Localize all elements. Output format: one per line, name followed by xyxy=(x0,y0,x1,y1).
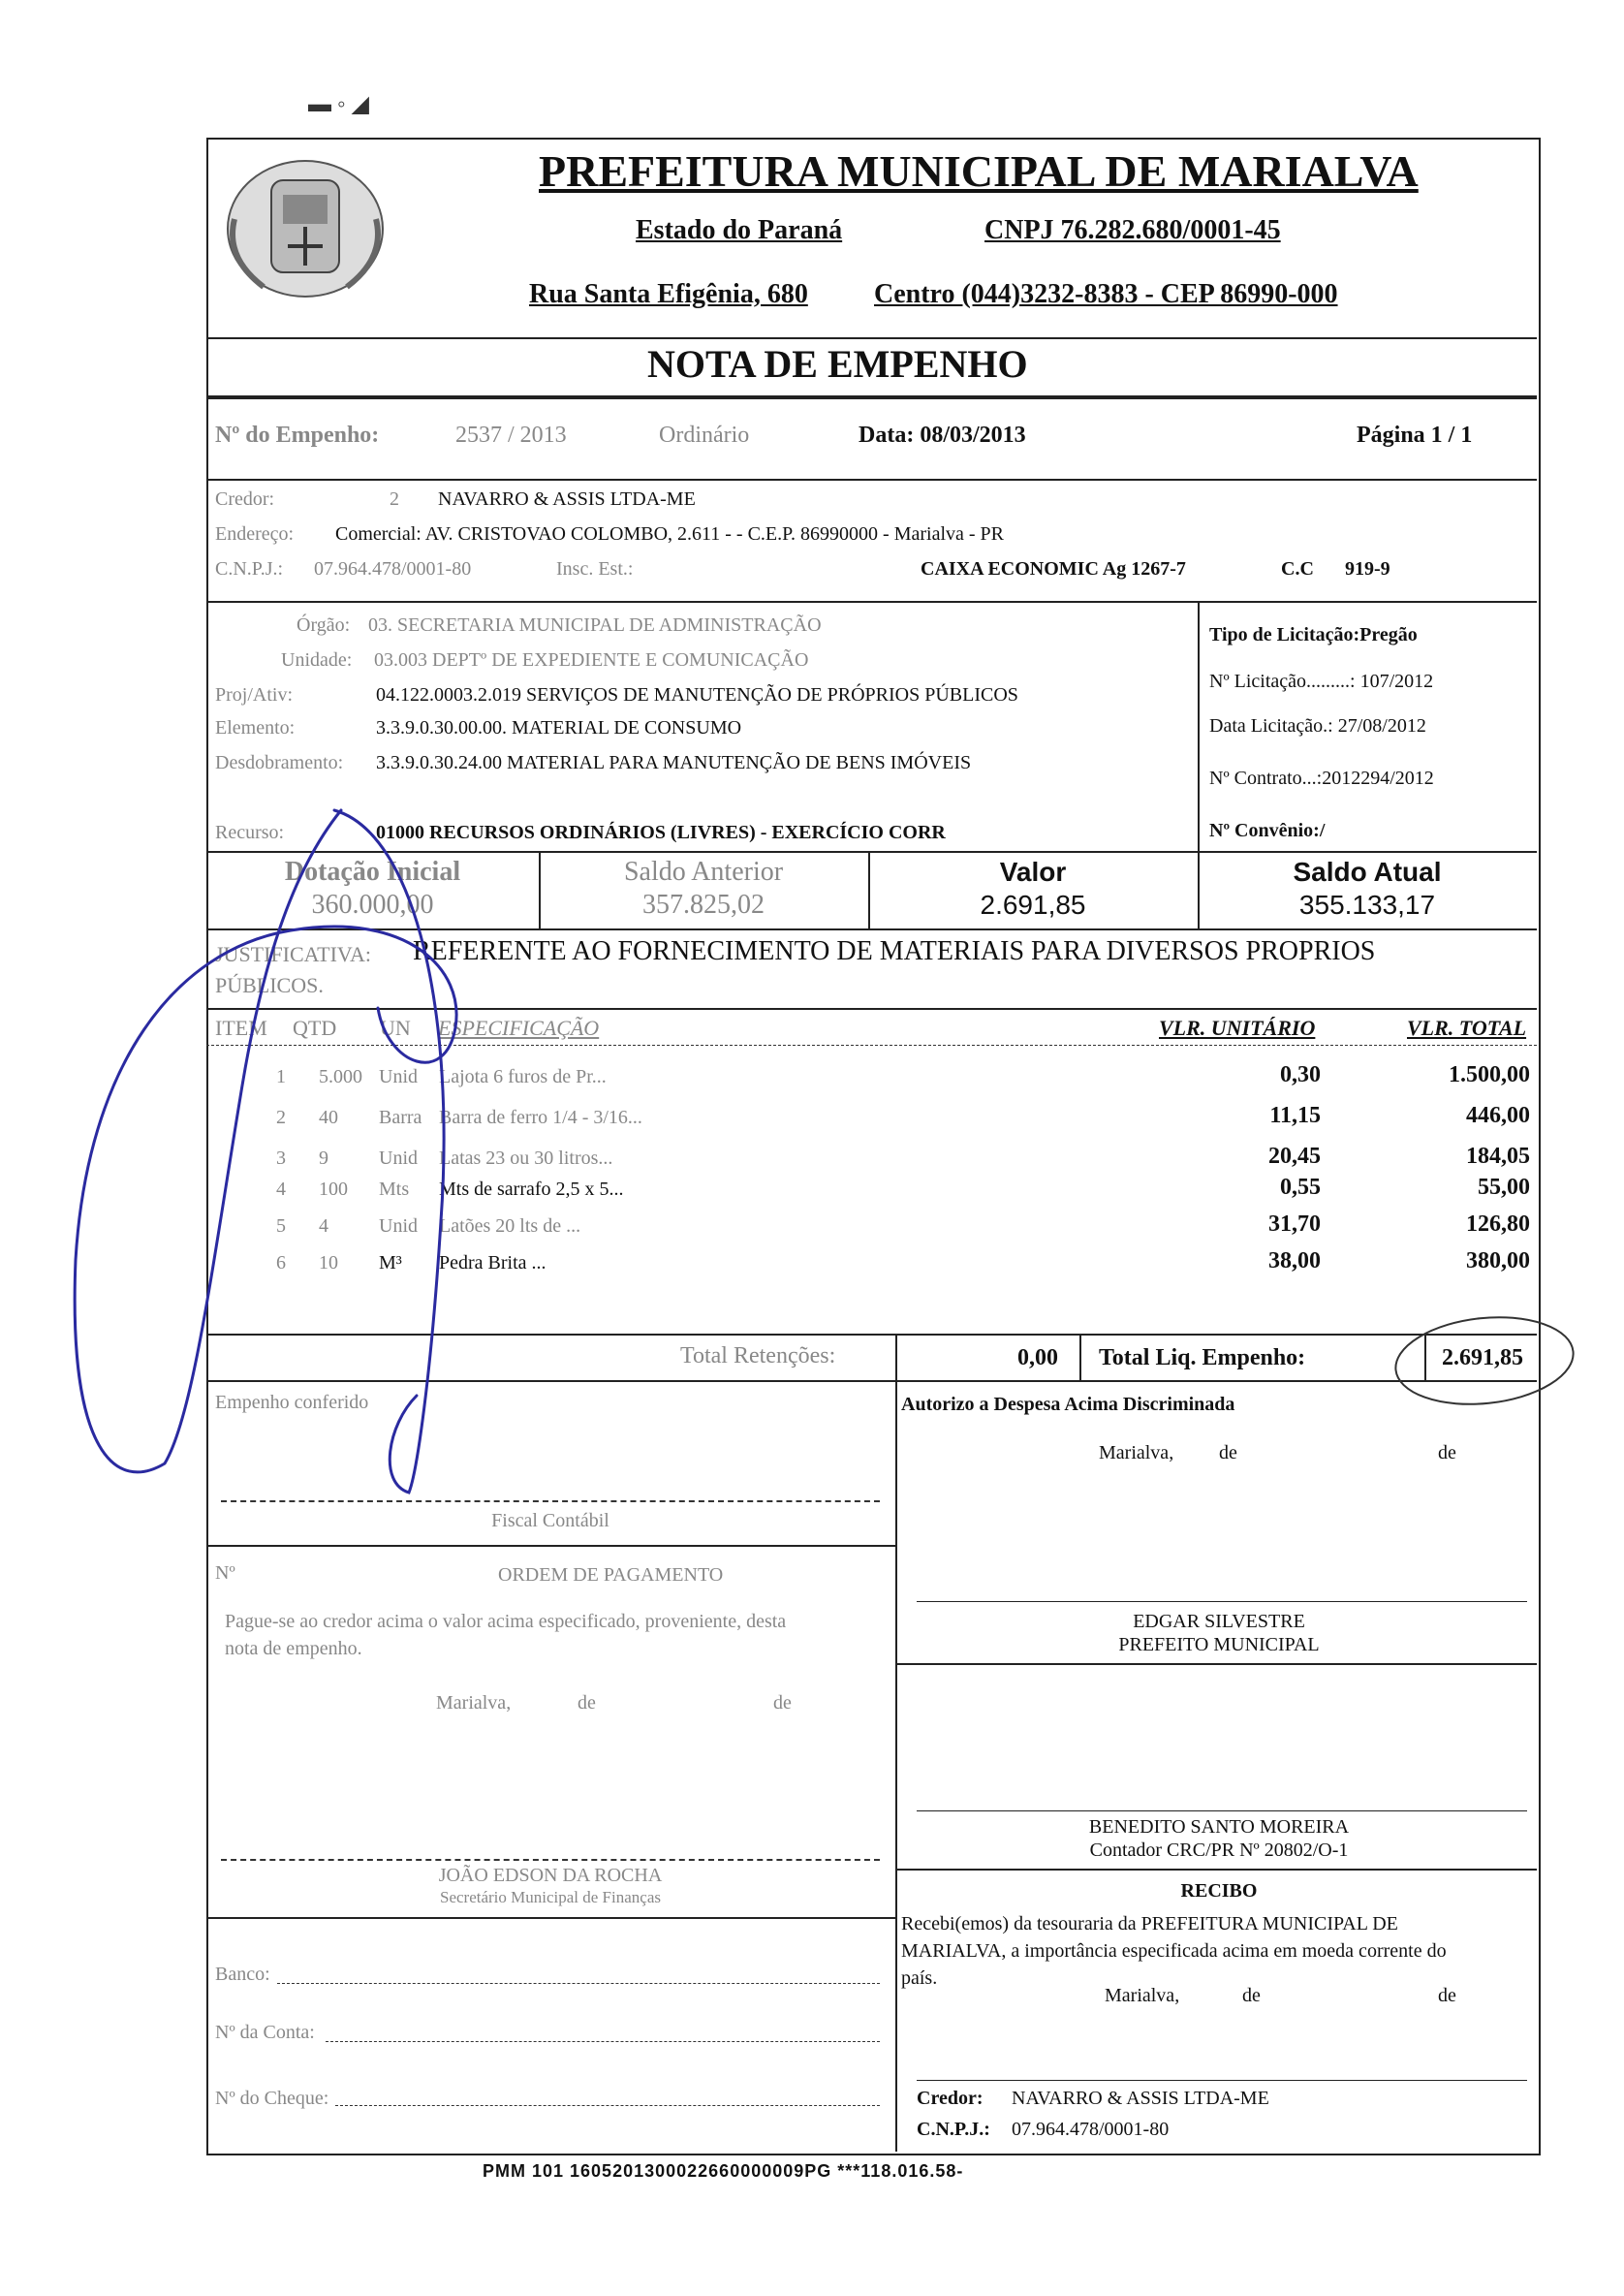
item-unit-price: 0,55 xyxy=(1280,1175,1321,1200)
credor-cnpj: 07.964.478/0001-80 xyxy=(314,558,472,580)
item-unit-price: 20,45 xyxy=(1268,1144,1321,1169)
field-line xyxy=(277,1983,880,1984)
item-qty: 5.000 xyxy=(319,1066,362,1087)
recibo-de-1: de xyxy=(1242,1985,1261,2006)
item-spec: Lajota 6 furos de Pr... xyxy=(439,1066,607,1087)
item-qty: 4 xyxy=(319,1215,328,1237)
item-unit: Mts xyxy=(379,1179,410,1200)
saldo-anterior-label: Saldo Anterior xyxy=(623,857,784,887)
secretario-name: JOÃO EDSON DA ROCHA xyxy=(438,1865,663,1886)
item-unit-price: 0,30 xyxy=(1280,1062,1321,1087)
item-number: 5 xyxy=(276,1215,286,1237)
credor-name: NAVARRO & ASSIS LTDA-ME xyxy=(438,488,696,510)
contador-role: Contador CRC/PR Nº 20802/O-1 xyxy=(1089,1840,1349,1861)
total-retencoes-value: 0,00 xyxy=(1017,1345,1058,1370)
secretario-role: Secretário Municipal de Finanças xyxy=(439,1888,661,1906)
fiscal-contabil: Fiscal Contábil xyxy=(491,1510,609,1531)
prefeito-name: EDGAR SILVESTRE xyxy=(1133,1611,1305,1632)
signature-line xyxy=(917,2080,1527,2081)
desdobramento-label: Desdobramento: xyxy=(215,752,344,773)
justificativa-text: REFERENTE AO FORNECIMENTO DE MATERIAIS PARA DIVERSOS PROPRIOS xyxy=(413,936,1376,966)
justificativa-label: JUSTIFICATIVA: xyxy=(215,942,371,966)
item-spec: Pedra Brita ... xyxy=(439,1252,547,1274)
recibo-credor-value: NAVARRO & ASSIS LTDA-ME xyxy=(1012,2088,1269,2109)
divider xyxy=(895,1663,1537,1665)
recibo-de-2: de xyxy=(1438,1985,1456,2006)
autorizo-de-1: de xyxy=(1219,1442,1237,1463)
elemento-label: Elemento: xyxy=(215,717,296,739)
municipality-address: Rua Santa Efigênia, 680 xyxy=(529,279,808,309)
orgao-value: 03. SECRETARIA MUNICIPAL DE ADMINISTRAÇÃO xyxy=(368,614,822,636)
ordem-num-label: Nº xyxy=(215,1562,235,1584)
projeto-label: Proj/Ativ: xyxy=(215,684,294,706)
item-spec: Latões 20 lts de ... xyxy=(439,1215,581,1237)
banco-label: Banco: xyxy=(215,1964,270,1985)
field-line xyxy=(326,2041,880,2042)
municipality-contact: Centro (044)3232-8383 - CEP 86990-000 xyxy=(874,279,1338,309)
item-spec: Mts de sarrafo 2,5 x 5... xyxy=(439,1179,624,1200)
item-number: 2 xyxy=(276,1107,286,1128)
item-unit: Unid xyxy=(379,1066,418,1087)
table-row xyxy=(206,1175,1537,1213)
divider xyxy=(206,601,1537,603)
recibo-text-3: país. xyxy=(901,1967,938,1989)
items-header-qty: QTD xyxy=(293,1016,337,1040)
saldo-atual-label: Saldo Atual xyxy=(1293,857,1442,887)
prefeito-role: PREFEITO MUNICIPAL xyxy=(1118,1634,1320,1655)
table-row xyxy=(206,1062,1537,1101)
recurso-value: 01000 RECURSOS ORDINÁRIOS (LIVRES) - EXERCÍCIO CORR xyxy=(376,822,946,843)
item-total: 380,00 xyxy=(1466,1248,1530,1274)
item-number: 4 xyxy=(276,1179,286,1200)
divider xyxy=(206,479,1537,481)
item-unit: M³ xyxy=(379,1252,402,1274)
dotacao-inicial-label: Dotação Inicial xyxy=(284,857,461,887)
item-unit: Barra xyxy=(379,1107,422,1128)
ordem-pagamento-title: ORDEM DE PAGAMENTO xyxy=(498,1564,724,1586)
licitacao-convenio: Nº Convênio:/ xyxy=(1209,820,1326,841)
autorizo-de-2: de xyxy=(1438,1442,1456,1463)
ordem-text: Pague-se ao credor acima o valor acima especificado, proveniente, desta xyxy=(225,1611,787,1632)
page-number: Página 1 / 1 xyxy=(1357,423,1473,448)
municipality-title: PREFEITURA MUNICIPAL DE MARIALVA xyxy=(539,146,1419,196)
elemento-value: 3.3.9.0.30.00.00. MATERIAL DE CONSUMO xyxy=(376,717,742,739)
credor-code: 2 xyxy=(390,488,399,510)
divider xyxy=(206,1045,1537,1046)
item-qty: 100 xyxy=(319,1179,348,1200)
signature-line xyxy=(221,1500,880,1502)
total-liquido-label: Total Liq. Empenho: xyxy=(1099,1345,1306,1370)
item-unit: Unid xyxy=(379,1148,418,1169)
items-header-item: ITEM xyxy=(215,1016,267,1040)
credor-cnpj-label: C.N.P.J.: xyxy=(215,558,284,580)
item-number: 6 xyxy=(276,1252,286,1274)
recibo-credor-label: Credor: xyxy=(917,2088,984,2109)
recibo-text-1: Recebi(emos) da tesouraria da PREFEITURA MUNICIPAL DE xyxy=(901,1913,1398,1934)
items-header-unit-price: VLR. UNITÁRIO xyxy=(1159,1016,1316,1040)
cheque-label: Nº do Cheque: xyxy=(215,2088,329,2109)
divider xyxy=(1198,601,1200,851)
recibo-cnpj-value: 07.964.478/0001-80 xyxy=(1012,2119,1170,2140)
divider xyxy=(206,1380,1537,1382)
credor-address: Comercial: AV. CRISTOVAO COLOMBO, 2.611 - - C.E.P. 86990000 - Marialva - PR xyxy=(335,523,1005,545)
item-unit-price: 31,70 xyxy=(1268,1211,1321,1237)
recibo-text-2: MARIALVA, a importância especificada acima em moeda corrente do xyxy=(901,1940,1447,1962)
autorizo-despesa: Autorizo a Despesa Acima Discriminada xyxy=(901,1394,1235,1415)
credor-cc: 919-9 xyxy=(1345,558,1390,580)
recibo-title: RECIBO xyxy=(1180,1880,1258,1902)
signature-line xyxy=(917,1601,1527,1602)
item-qty: 40 xyxy=(319,1107,338,1128)
divider xyxy=(206,337,1537,339)
justificativa-text-2: PÚBLICOS. xyxy=(215,973,324,997)
item-unit: Unid xyxy=(379,1215,418,1237)
recibo-place: Marialva, xyxy=(1105,1985,1180,2006)
divider xyxy=(206,1545,895,1547)
item-number: 3 xyxy=(276,1148,286,1169)
item-qty: 9 xyxy=(319,1148,328,1169)
valor-value: 2.691,85 xyxy=(980,890,1086,920)
item-unit-price: 38,00 xyxy=(1268,1248,1321,1274)
orgao-label: Órgão: xyxy=(297,614,351,636)
signature-line xyxy=(221,1859,880,1861)
credor-ie-label: Insc. Est.: xyxy=(556,558,634,580)
contador-name: BENEDITO SANTO MOREIRA xyxy=(1088,1816,1350,1838)
item-total: 126,80 xyxy=(1466,1211,1530,1237)
item-unit-price: 11,15 xyxy=(1269,1103,1321,1128)
item-total: 55,00 xyxy=(1478,1175,1530,1200)
ordem-place: Marialva, xyxy=(436,1692,512,1714)
recurso-label: Recurso: xyxy=(215,822,285,843)
divider xyxy=(895,1869,1537,1871)
state-name: Estado do Paraná xyxy=(636,215,843,245)
divider xyxy=(895,1334,897,1380)
divider xyxy=(206,395,1537,399)
table-row xyxy=(206,1248,1537,1287)
empenho-date: Data: 08/03/2013 xyxy=(859,423,1026,448)
empenho-number: 2537 / 2013 xyxy=(455,423,567,448)
credor-cc-label: C.C xyxy=(1281,558,1314,580)
table-row xyxy=(206,1103,1537,1142)
item-spec: Latas 23 ou 30 litros... xyxy=(439,1148,613,1169)
divider xyxy=(206,851,1537,853)
total-retencoes-label: Total Retenções: xyxy=(680,1343,836,1368)
item-total: 184,05 xyxy=(1466,1144,1530,1169)
desdobramento-value: 3.3.9.0.30.24.00 MATERIAL PARA MANUTENÇÃO DE BENS IMÓVEIS xyxy=(376,752,972,773)
conta-label: Nº da Conta: xyxy=(215,2022,315,2043)
items-header-unit: UN xyxy=(380,1016,411,1040)
footer-code: PMM 101 1605201300022660000009PG ***118.016.58- xyxy=(483,2161,964,2181)
licitacao-data: Data Licitação.: 27/08/2012 xyxy=(1209,715,1426,737)
recibo-cnpj-label: C.N.P.J.: xyxy=(917,2119,990,2140)
item-qty: 10 xyxy=(319,1252,338,1274)
unidade-value: 03.003 DEPTº DE EXPEDIENTE E COMUNICAÇÃO xyxy=(374,649,809,671)
empenho-type: Ordinário xyxy=(659,423,750,448)
signature-line xyxy=(917,1810,1527,1811)
credor-label: Credor: xyxy=(215,488,275,510)
ordem-de-1: de xyxy=(578,1692,596,1714)
ordem-de-2: de xyxy=(773,1692,792,1714)
item-spec: Barra de ferro 1/4 - 3/16... xyxy=(439,1107,642,1128)
divider xyxy=(895,1380,897,2152)
licitacao-tipo: Tipo de Licitação:Pregão xyxy=(1209,624,1418,645)
empenho-conferido: Empenho conferido xyxy=(215,1392,369,1413)
document-title: NOTA DE EMPENHO xyxy=(647,342,1028,386)
autorizo-place: Marialva, xyxy=(1099,1442,1174,1463)
item-total: 1.500,00 xyxy=(1449,1062,1530,1087)
total-liquido-value: 2.691,85 xyxy=(1442,1345,1523,1370)
divider xyxy=(206,1008,1537,1010)
credor-address-label: Endereço: xyxy=(215,523,295,545)
empenho-number-label: Nº do Empenho: xyxy=(215,423,380,448)
item-total: 446,00 xyxy=(1466,1103,1530,1128)
credor-bank: CAIXA ECONOMIC Ag 1267-7 xyxy=(921,558,1186,580)
saldo-atual-value: 355.133,17 xyxy=(1298,890,1436,920)
items-header-total: VLR. TOTAL xyxy=(1407,1016,1527,1040)
field-line xyxy=(335,2105,880,2106)
divider xyxy=(1079,1334,1081,1380)
table-row xyxy=(206,1211,1537,1250)
saldo-anterior-value: 357.825,02 xyxy=(642,890,765,920)
ordem-text-2: nota de empenho. xyxy=(225,1638,362,1659)
dotacao-inicial-value: 360.000,00 xyxy=(311,890,434,920)
divider xyxy=(206,1334,1537,1336)
divider xyxy=(206,928,1537,930)
item-number: 1 xyxy=(276,1066,286,1087)
projeto-value: 04.122.0003.2.019 SERVIÇOS DE MANUTENÇÃO DE PRÓPRIOS PÚBLICOS xyxy=(376,684,1018,706)
valor-label: Valor xyxy=(999,857,1067,887)
items-header-spec: ESPECIFICAÇÃO xyxy=(438,1016,600,1040)
divider xyxy=(1424,1334,1426,1380)
divider xyxy=(206,1917,895,1919)
licitacao-contrato: Nº Contrato...:2012294/2012 xyxy=(1209,768,1434,789)
unidade-label: Unidade: xyxy=(281,649,353,671)
municipality-cnpj: CNPJ 76.282.680/0001-45 xyxy=(984,215,1281,245)
coat-of-arms-logo xyxy=(215,151,395,304)
licitacao-numero: Nº Licitação.........: 107/2012 xyxy=(1209,671,1434,692)
top-mark: ▬ ◦ ◢ xyxy=(308,92,369,117)
